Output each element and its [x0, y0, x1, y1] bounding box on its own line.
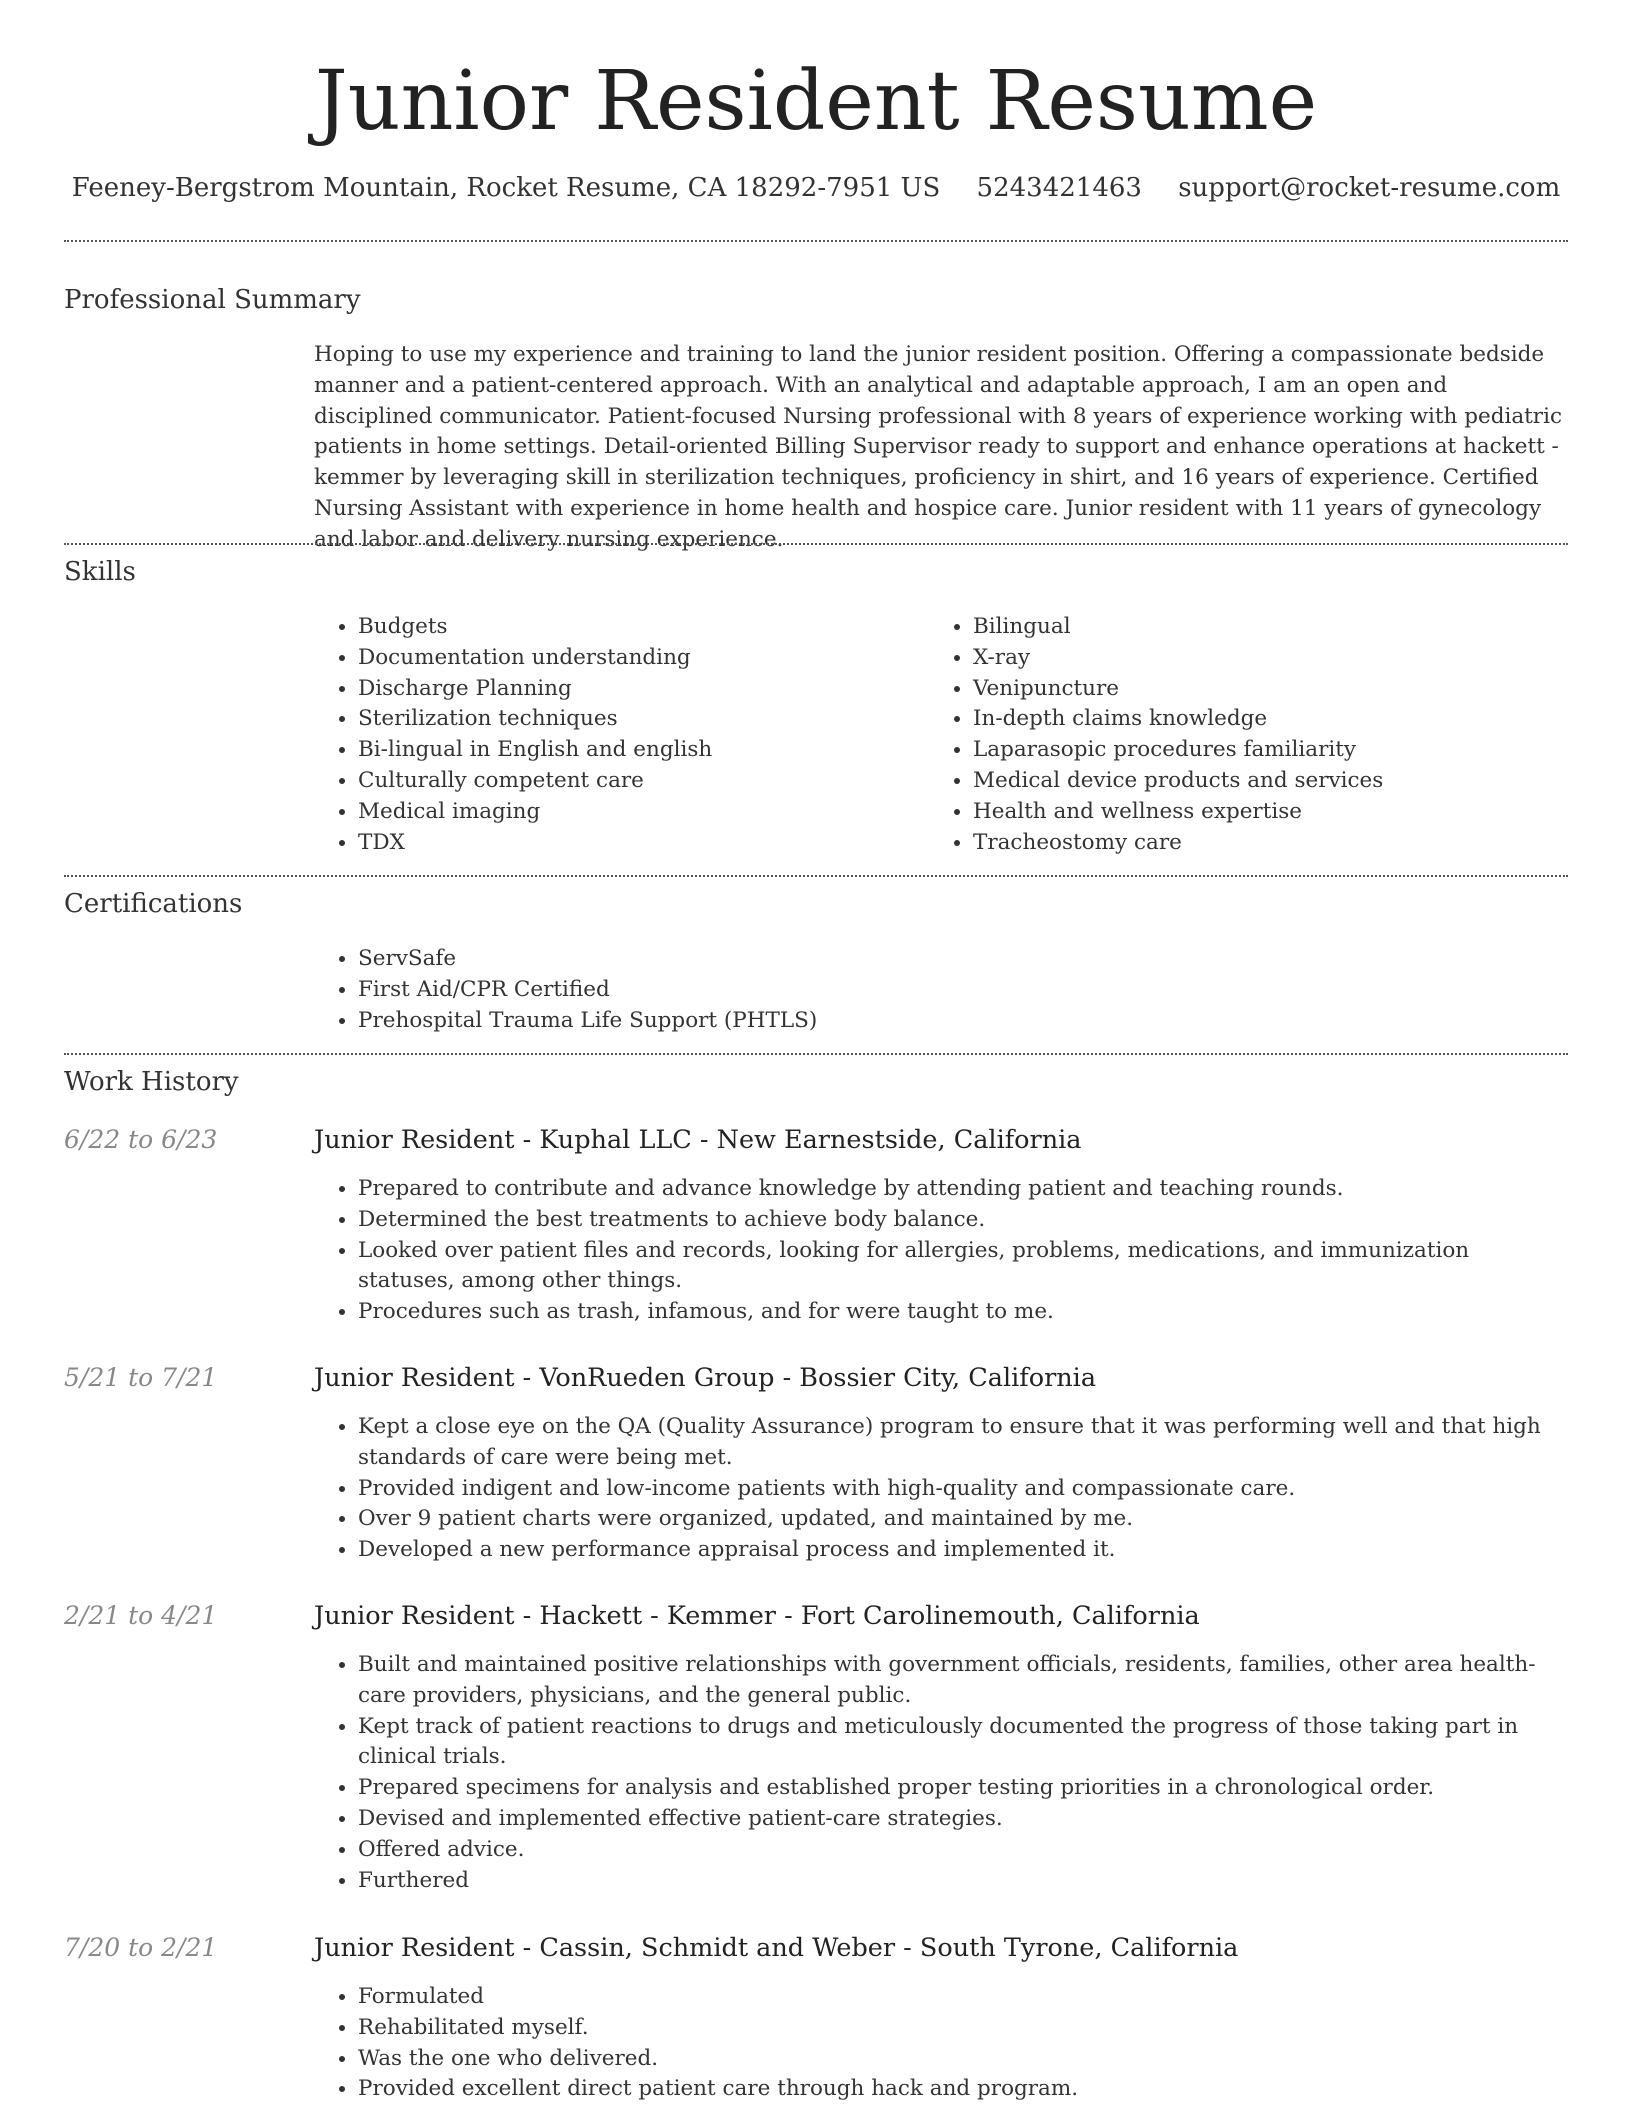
job-dates: 2/21 to 4/21: [64, 1601, 218, 1630]
divider: [64, 543, 1568, 545]
list-item: • X-ray: [973, 643, 1573, 674]
list-item: • Documentation understanding: [358, 643, 918, 674]
list-item: • Bilingual: [973, 612, 1573, 643]
list-item: • Medical device products and services: [973, 766, 1573, 797]
list-item: • Formulated: [358, 1982, 1568, 2013]
job-bullets: [314, 1650, 1568, 1896]
job-title: Junior Resident - Kuphal LLC - New Earnestside, California: [314, 1125, 1082, 1155]
list-item: • Provided excellent direct patient care through hack and program.: [358, 2074, 1568, 2105]
list-item: • Kept track of patient reactions to drugs and meticulously documented the progress of those taking part in clinical trials.: [358, 1712, 1568, 1774]
list-item: • Kept a close eye on the QA (Quality Assurance) program to ensure that it was performing well and that high standards of care were being met.: [358, 1412, 1568, 1474]
certifications-list: [314, 944, 1568, 1036]
list-item: • In-depth claims knowledge: [973, 704, 1573, 735]
job-title: Junior Resident - VonRueden Group - Bossier City, California: [314, 1363, 1097, 1393]
list-item: • Built and maintained positive relationships with government officials, residents, families, other area health-care providers, physicians, and the general public.: [358, 1650, 1568, 1712]
job-title: Junior Resident - Cassin, Schmidt and Weber - South Tyrone, California: [314, 1933, 1239, 1963]
divider: [64, 1053, 1568, 1055]
list-item: • Discharge Planning: [358, 674, 918, 705]
job-dates: 5/21 to 7/21: [64, 1363, 218, 1392]
divider: [64, 875, 1568, 877]
skills-list-right: [929, 612, 1573, 858]
skills-list-left: [314, 612, 918, 858]
section-title-skills: Skills: [64, 557, 136, 587]
list-item: • Bi-lingual in English and english: [358, 735, 918, 766]
job-bullets: [314, 1174, 1568, 1328]
contact-address: Feeney-Bergstrom Mountain, Rocket Resume, CA 18292-7951 US: [71, 173, 941, 203]
list-item: • Health and wellness expertise: [973, 797, 1573, 828]
list-item: • Furthered: [358, 1866, 1568, 1897]
contact-phone: 5243421463: [976, 173, 1142, 203]
list-item: • ServSafe: [358, 944, 1568, 975]
list-item: • Provided indigent and low-income patients with high-quality and compassionate care.: [358, 1474, 1568, 1505]
job-dates: 6/22 to 6/23: [64, 1125, 218, 1154]
list-item: • Looked over patient files and records, looking for allergies, problems, medications, and immunization statuses, among other things.: [358, 1236, 1568, 1298]
list-item: • Sterilization techniques: [358, 704, 918, 735]
list-item: • Prepared specimens for analysis and established proper testing priorities in a chronological order.: [358, 1773, 1568, 1804]
list-item: • Tracheostomy care: [973, 828, 1573, 859]
job-bullets: [314, 1412, 1568, 1566]
list-item: • Venipuncture: [973, 674, 1573, 705]
list-item: • Over 9 patient charts were organized, updated, and maintained by me.: [358, 1504, 1568, 1535]
section-title-summary: Professional Summary: [64, 285, 361, 315]
job-bullets: [314, 1982, 1568, 2105]
list-item: • Offered advice.: [358, 1835, 1568, 1866]
section-title-work-history: Work History: [64, 1067, 239, 1097]
list-item: • Medical imaging: [358, 797, 918, 828]
summary-text: Hoping to use my experience and training to land the junior resident position. Offering a compassionate bedside manner and a patient-centered approach. With an analytical and adaptable approach, I am an open and disciplined communicator. Patient-focused Nursing professional with 8 years of experience working with pediatric patients in home settings. Detail-oriented Billing Supervisor ready to support and enhance operations at hackett - kemmer by leveraging skill in sterilization techniques, proficiency in shirt, and 16 years of experience. Certified Nursing Assistant with experience in home health and hospice care. Junior resident with 11 years of gynecology and labor and delivery nursing experience.: [314, 342, 1562, 552]
list-item: • Rehabilitated myself.: [358, 2013, 1568, 2044]
list-item: • Budgets: [358, 612, 918, 643]
list-item: • Was the one who delivered.: [358, 2044, 1568, 2075]
list-item: • Culturally competent care: [358, 766, 918, 797]
divider: [64, 240, 1568, 242]
list-item: • Devised and implemented effective patient-care strategies.: [358, 1804, 1568, 1835]
list-item: • Procedures such as trash, infamous, and for were taught to me.: [358, 1297, 1568, 1328]
list-item: • Prehospital Trauma Life Support (PHTLS): [358, 1006, 1568, 1037]
list-item: • Developed a new performance appraisal process and implemented it.: [358, 1535, 1568, 1566]
list-item: • TDX: [358, 828, 918, 859]
contact-line: [0, 170, 1632, 206]
list-item: • Determined the best treatments to achieve body balance.: [358, 1205, 1568, 1236]
contact-email: support@rocket-resume.com: [1178, 173, 1561, 203]
job-dates: 7/20 to 2/21: [64, 1933, 218, 1962]
section-title-certifications: Certifications: [64, 889, 243, 919]
list-item: • Prepared to contribute and advance knowledge by attending patient and teaching rounds.: [358, 1174, 1568, 1205]
job-title: Junior Resident - Hackett - Kemmer - Fort Carolinemouth, California: [314, 1601, 1200, 1631]
list-item: • First Aid/CPR Certified: [358, 975, 1568, 1006]
resume-title: Junior Resident Resume: [314, 54, 1318, 149]
list-item: • Laparasopic procedures familiarity: [973, 735, 1573, 766]
